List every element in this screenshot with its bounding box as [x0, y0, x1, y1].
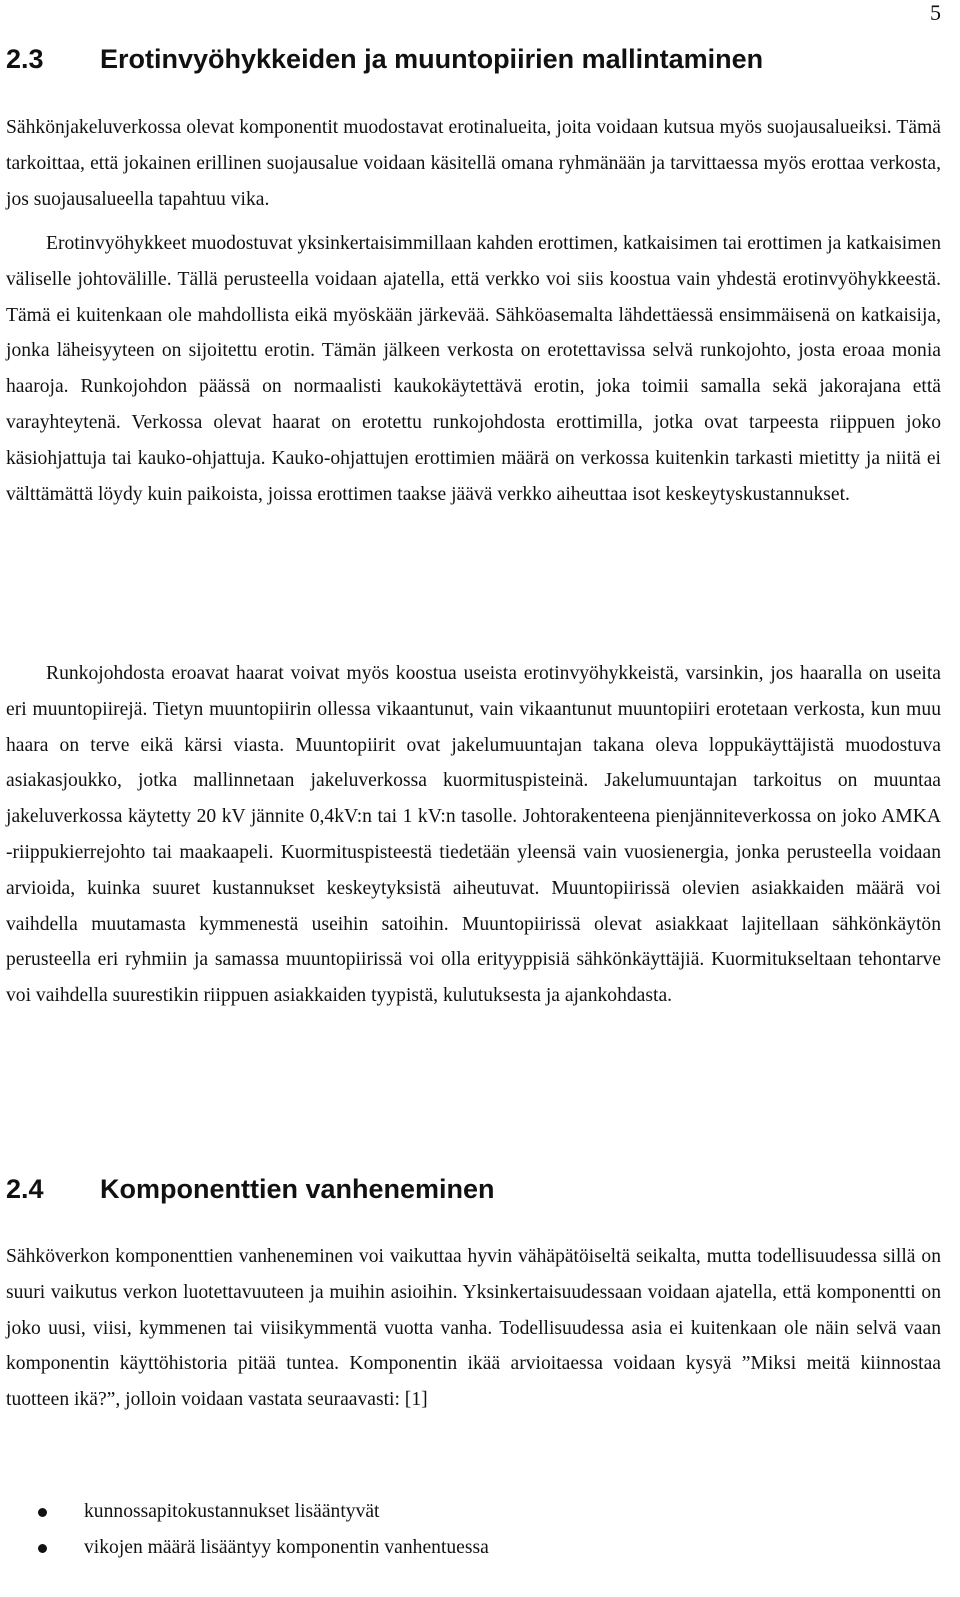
section-title: Erotinvyöhykkeiden ja muuntopiirien mallintaminen: [100, 44, 764, 74]
paragraph-1: Sähkönjakeluverkossa olevat komponentit muodostavat erotinalueita, joita voidaan kutsua myös suojausalueiksi. Tämä tarkoittaa, että jokainen erillinen suojausalue voidaan käsitellä omana ryhmänään ja tarvittaessa myös erottaa verkosta, jos suojausalueella tapahtuu vika.: [6, 117, 941, 210]
bullet-icon: [38, 1508, 47, 1517]
bullet-icon: [38, 1544, 47, 1553]
paragraph-3: Runkojohdosta eroavat haarat voivat myös koostua useista erotinvyöhykkeistä, varsinkin, jos haaralla on useita eri muuntopiirejä. Tietyn muuntopiirin ollessa vikaantunut, vain vikaantunut muuntopiiri erotetaan verkosta, kun muu haara on terve eikä kärsi viasta. Muuntopiirit ovat jakelumuuntajan takana oleva loppukäyttäjistä muodostuva asiakasjoukko, jotka mallinnetaan jakeluverkossa kuormituspisteinä. Jakelumuuntajan tarkoitus on muuntaa jakeluverkossa käytetty 20 kV jännite 0,4kV:n tai 1 kV:n tasolle. Johtorakenteena pienjänniteverkossa on joko AMKA -riippukierrejohto tai maakaapeli. Kuormituspisteestä tiedetään yleensä vain vuosienergia, jonka perusteella voidaan arvioida, kuinka suuret kustannukset keskeytyksistä aiheutuvat. Muuntopiirissä olevien asiakkaiden määrä voi vaihdella muutamasta kymmenestä useihin satoihin. Muuntopiirissä olevat asiakkaat lajitellaan sähkönkäytön perusteella eri ryhmiin ja samassa muuntopiirissä voi olla erityyppisiä sähkönkäyttäjiä. Kuormitukseltaan tehontarve voi vaihdella suurestikin riippuen asiakkaiden tyypistä, kulutuksesta ja ajankohdasta.: [6, 663, 941, 1007]
page-number: 5: [930, 0, 941, 25]
section-heading-2-4: [6, 1172, 495, 1206]
list-item-text: kunnossapitokustannukset lisääntyvät: [84, 1501, 380, 1522]
paragraph-2: Erotinvyöhykkeet muodostuvat yksinkertaisimmillaan kahden erottimen, katkaisimen tai erottimen ja katkaisimen väliselle johtovälille. Tällä perusteella voidaan ajatella, että verkko voi siis koostua vain yhdestä erotinvyöhykkeestä. Tämä ei kuitenkaan ole mahdollista eikä myöskään järkevää. Sähköasemalta lähdettäessä ensimmäisenä on katkaisija, jonka läheisyyteen on sijoitettu erotin. Tämän jälkeen verkosta on erotettavissa selvä runkojohto, josta eroaa monia haaroja. Runkojohdon päässä on normaalisti kaukokäytettävä erotin, joka toimii samalla sekä jakorajana että varayhteytenä. Verkossa olevat haarat on erotettu runkojohdosta erottimilla, jotka ovat tarpeesta riippuen joko käsiohjattuja tai kauko-ohjattuja. Kauko-ohjattujen erottimien määrä on verkossa kuitenkin tarkasti mietitty ja niitä ei välttämättä löydy kuin paikoista, joissa erottimen taakse jäävä verkko aiheuttaa isot keskeytyskustannukset.: [6, 233, 941, 505]
section-number: 2.3: [6, 44, 44, 74]
list-item-text: vikojen määrä lisääntyy komponentin vanhentuessa: [84, 1537, 489, 1558]
paragraph-4: Sähköverkon komponenttien vanheneminen voi vaikuttaa hyvin vähäpätöiseltä seikalta, mutta todellisuudessa sillä on suuri vaikutus verkon luotettavuuteen ja muihin asioihin. Yksinkertaisuudessaan voidaan ajatella, että komponentti on joko uusi, viisi, kymmenen tai viisikymmentä vuotta vanha. Todellisuudessa asia ei kuitenkaan ole näin selvä vaan komponentin käyttöhistoria pitää tuntea. Komponentin ikää arvioitaessa voidaan kysyä ”Miksi meitä kiinnostaa tuotteen ikä?”, jolloin voidaan vastata seuraavasti: [1]: [6, 1246, 941, 1411]
section-number: 2.4: [6, 1174, 44, 1204]
section-title: Komponenttien vanheneminen: [100, 1174, 495, 1204]
section-heading-2-3: [6, 42, 763, 76]
